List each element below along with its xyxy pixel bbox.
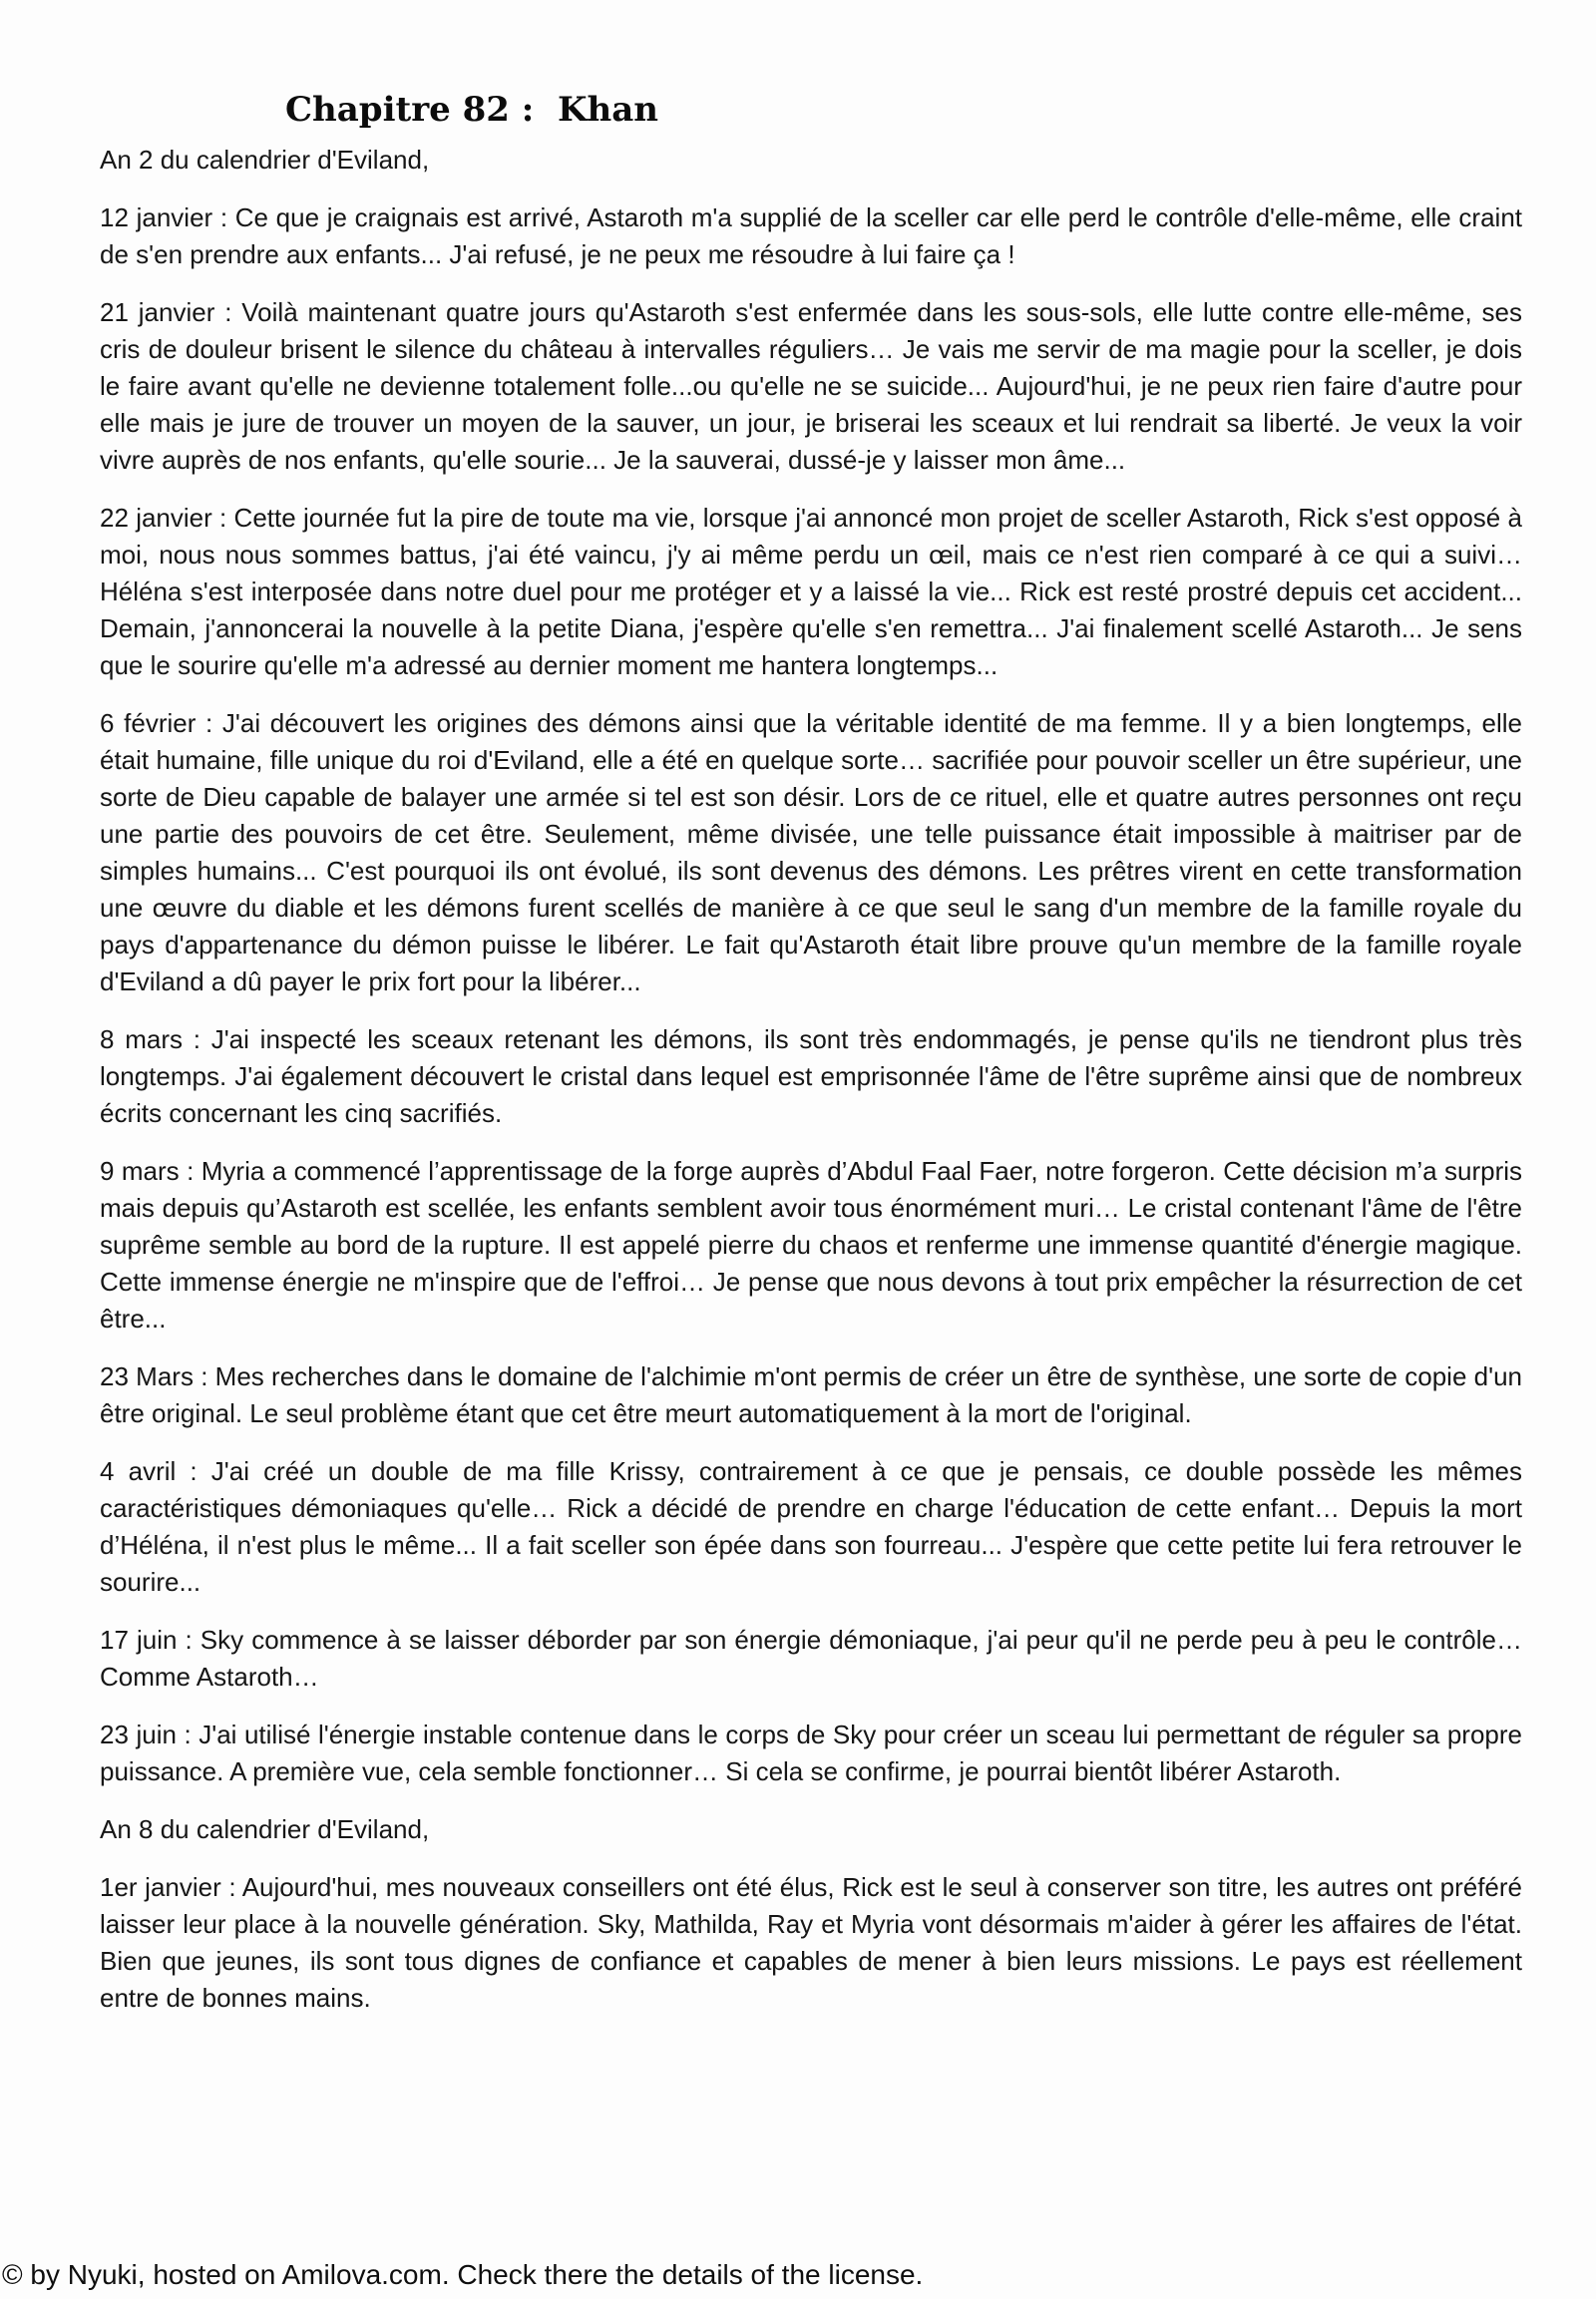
chapter-title: Chapitre 82 : Khan — [285, 90, 658, 130]
license-footer: © by Nyuki, hosted on Amilova.com. Check there the details of the license. — [2, 2259, 924, 2290]
journal-entry: 17 juin : Sky commence à se laisser déborder par son énergie démoniaque, j'ai peur qu'il ne perde peu à peu le contrôle… Comme Astaroth… — [100, 1625, 1522, 1692]
journal-entry: 6 février : J'ai découvert les origines des démons ainsi que la véritable identité de ma femme. Il y a bien longtemps, elle était humaine, fille unique du roi d'Eviland, elle a été en quelque sorte… sacrifiée pour pouvoir sceller un être supérieur, une sorte de Dieu capable de balayer une armée si tel est son désir. Lors de ce rituel, elle et quatre autres personnes ont reçu une partie des pouvoirs de cet être. Seulement, même divisée, une telle puissance était impossible à maitriser par de simples humains... C'est pourquoi ils ont évolué, ils sont devenus des démons. Les prêtres virent en cette transformation une œuvre du diable et les démons furent scellés de manière à ce que seul le sang d'un membre de la famille royale du pays d'appartenance du démon puisse le libérer. Le fait qu'Astaroth était libre prouve qu'un membre de la famille royale d'Eviland a dû payer le prix fort pour la libérer... — [100, 708, 1522, 996]
journal-entry: 23 Mars : Mes recherches dans le domaine de l'alchimie m'ont permis de créer un être de synthèse, une sorte de copie d'un être original. Le seul problème étant que cet être meurt automatiquement à la mort de l'original. — [100, 1361, 1522, 1428]
journal-entry: 9 mars : Myria a commencé l’apprentissage de la forge auprès d’Abdul Faal Faer, notre forgeron. Cette décision m’a surpris mais depuis qu’Astaroth est scellée, les enfants semblent avoir tous énormément muri… Le cristal contenant l'âme de l'être suprême semble au bord de la rupture. Il est appelé pierre du chaos et renferme une immense quantité d'énergie magique. Cette immense énergie ne m'inspire que de l'effroi… Je pense que nous devons à tout prix empêcher la résurrection de cet être... — [100, 1156, 1522, 1334]
journal-entry: 1er janvier : Aujourd'hui, mes nouveaux conseillers ont été élus, Rick est le seul à conserver son titre, les autres ont préféré laisser leur place à la nouvelle génération. Sky, Mathilda, Ray et Myria vont désormais m'aider à gérer les affaires de l'état. Bien que jeunes, ils sont tous dignes de confiance et capables de mener à bien leurs missions. Le pays est réellement entre de bonnes mains. — [100, 1872, 1522, 2013]
journal-entry: 4 avril : J'ai créé un double de ma fille Krissy, contrairement à ce que je pensais, ce double possède les mêmes caractéristiques démoniaques qu'elle… Rick a décidé de prendre en charge l'éducation de cette enfant… Depuis la mort d’Héléna, il n'est plus le même... Il a fait sceller son épée dans son fourreau... J'espère que cette petite lui fera retrouver le sourire... — [100, 1456, 1522, 1597]
journal-entry: 12 janvier : Ce que je craignais est arrivé, Astaroth m'a supplié de la sceller car elle perd le contrôle d'elle-même, elle craint de s'en prendre aux enfants... J'ai refusé, je ne peux me résoudre à lui faire ça ! — [100, 202, 1522, 269]
journal-entry: 22 janvier : Cette journée fut la pire de toute ma vie, lorsque j'ai annoncé mon projet de sceller Astaroth, Rick s'est opposé à moi, nous nous sommes battus, j'ai été vaincu, j'y ai même perdu un œil, mais ce n'est rien comparé à ce qui a suivi… Héléna s'est interposée dans notre duel pour me protéger et y a laissé la vie... Rick est resté prostré depuis cet accident... Demain, j'annoncerai la nouvelle à la petite Diana, j'espère qu'elle s'en remettra... J'ai finalement scellé Astaroth... Je sens que le sourire qu'elle m'a adressé au dernier moment me hantera longtemps... — [100, 503, 1522, 680]
journal-entry: 23 juin : J'ai utilisé l'énergie instable contenue dans le corps de Sky pour créer un sceau lui permettant de réguler sa propre puissance. A première vue, cela semble fonctionner… Si cela se confirme, je pourrai bientôt libérer Astaroth. — [100, 1720, 1522, 1786]
calendar-year-line: An 8 du calendrier d'Eviland, — [100, 1814, 430, 1844]
journal-entry: 8 mars : J'ai inspecté les sceaux retenant les démons, ils sont très endommagés, je pense qu'ils ne tiendront plus très longtemps. J'ai également découvert le cristal dans lequel est emprisonnée l'âme de l'être suprême ainsi que de nombreux écrits concernant les cinq sacrifiés. — [100, 1024, 1522, 1128]
calendar-year-line: An 2 du calendrier d'Eviland, — [100, 145, 430, 175]
journal-entry: 21 janvier : Voilà maintenant quatre jours qu'Astaroth s'est enfermée dans les sous-sols, elle lutte contre elle-même, ses cris de douleur brisent le silence du château à intervalles réguliers… Je vais me servir de ma magie pour la sceller, je dois le faire avant qu'elle ne devienne totalement folle...ou qu'elle ne se suicide... Aujourd'hui, je ne peux rien faire d'autre pour elle mais je jure de trouver un moyen de la sauver, un jour, je briserai les sceaux et lui rendrait sa liberté. Je veux la voir vivre auprès de nos enfants, qu'elle sourie... Je la sauverai, dussé-je y laisser mon âme... — [100, 297, 1522, 475]
